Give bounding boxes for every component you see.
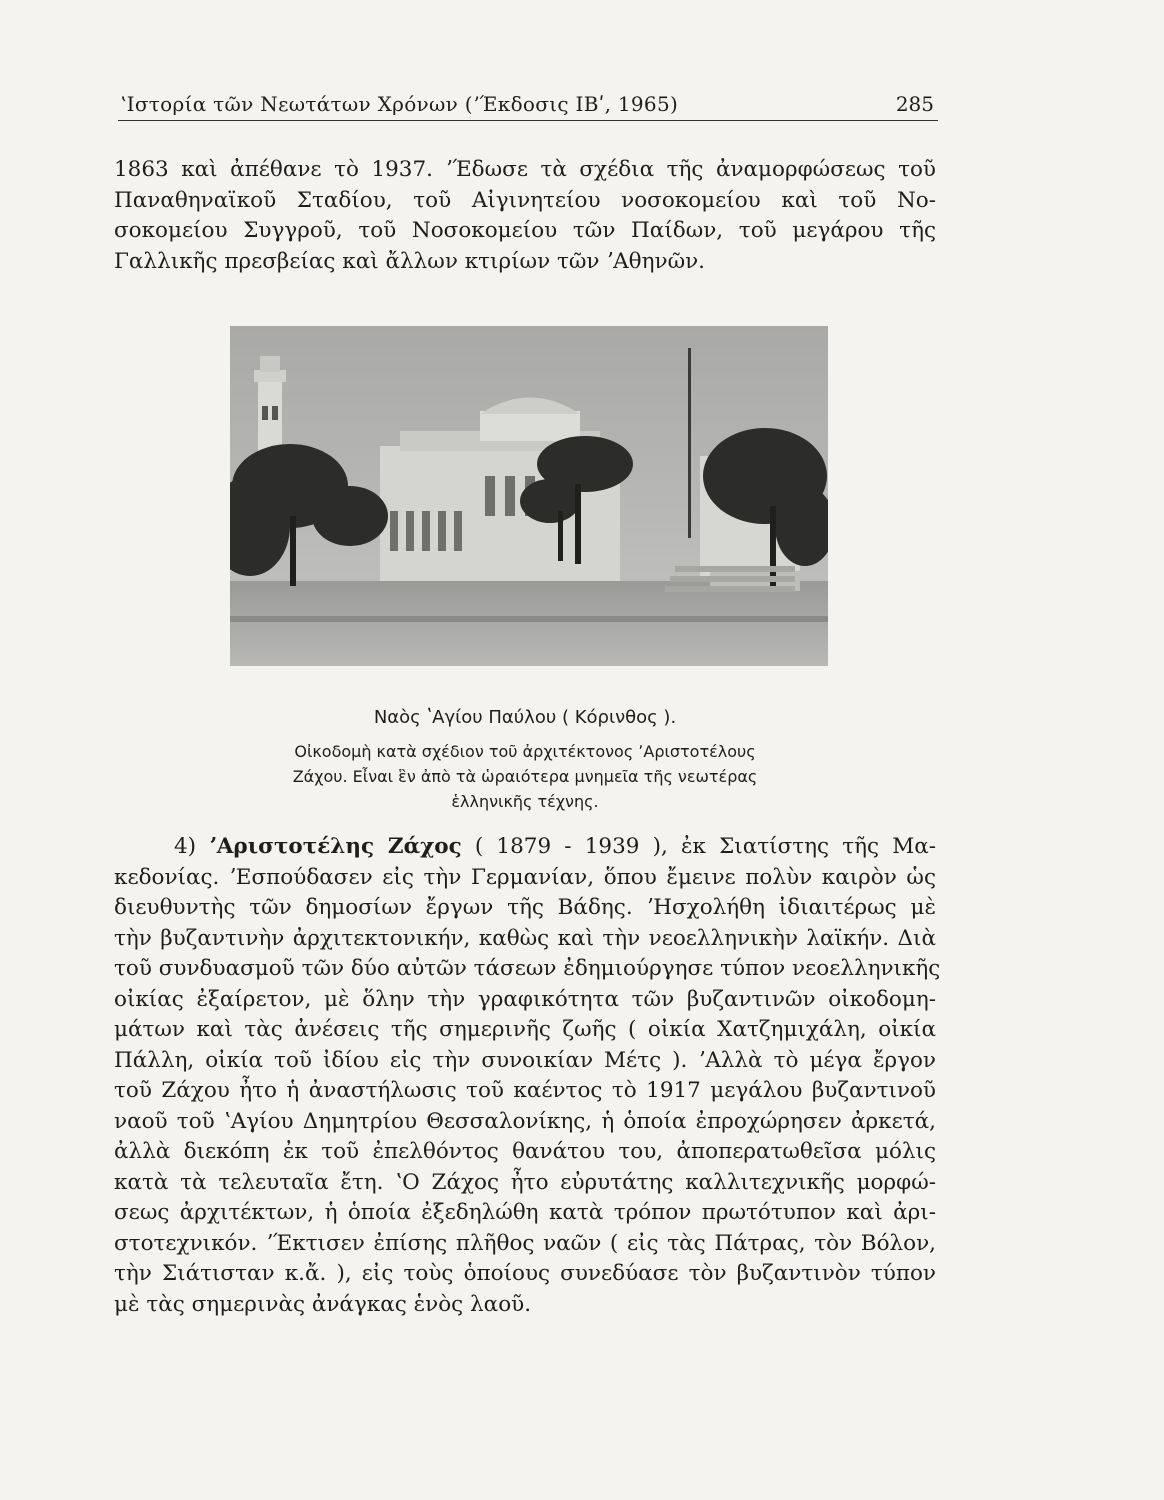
text-line: μὲ τὰς σημερινὰς ἀνάγκας ἑνὸς λαοῦ. <box>114 1291 532 1317</box>
section-first-line <box>114 832 936 863</box>
text-line: κατὰ τὰ τελευταῖα ἔτη. ʽΟ Ζάχος ἦτο εὐρυτάτης καλλιτεχνικῆς μορφώ- <box>114 1169 936 1195</box>
figure-caption <box>225 705 825 814</box>
caption-title: Ναὸς ʽΑγίου Παύλου ( Κόρινθος ). <box>373 707 677 728</box>
text-line: ναοῦ τοῦ ʽΑγίου Δημητρίου Θεσσαλονίκης, ἡ ὁποία ἐπροχώρησεν ἀρκετά, <box>114 1108 936 1134</box>
caption-line: ἑλληνικῆς τέχνης. <box>451 792 599 811</box>
text-line: τοῦ συνδυασμοῦ τῶν δύο αὐτῶν τάσεων ἐδημιούργησε τύπον νεοελληνικῆς <box>114 956 941 981</box>
running-title: ʽΙστορία τῶν Νεωτάτων Χρόνων (ʼΈκδοσις ΙΒʹ, 1965) <box>120 92 679 116</box>
text-line: σεως ἀρχιτέκτων, ἡ ὁποία ἐξεδηλώθη κατὰ τρόπον πρωτότυπον καὶ ἀρι- <box>114 1200 936 1225</box>
text-line: διευθυντὴς τῶν δημοσίων ἔργων τῆς Βάδης. ʼΗσχολήθη ἰδιαιτέρως μὲ <box>114 895 936 920</box>
photo-illustration <box>230 326 828 666</box>
text-line: τὴν βυζαντινὴν ἀρχιτεκτονικήν, καθὼς καὶ τὴν νεοελληνικὴν λαϊκήν. Διὰ <box>114 925 936 951</box>
text-line: 1863 καὶ ἀπέθανε τὸ 1937. ʼΈδωσε τὰ σχέδια τῆς ἀναμορφώσεως τοῦ <box>114 157 936 182</box>
section-heading-name: ʼΑριστοτέλης Ζάχος <box>209 834 462 859</box>
text-line: Πάλλη, οἰκία τοῦ ἰδίου εἰς τὴν συνοικίαν Μέτς ). ʼΑλλὰ τὸ μέγα ἔργον <box>114 1047 936 1073</box>
text-line: Παναθηναϊκοῦ Σταδίου, τοῦ Αἰγινητείου νοσοκομείου καὶ τοῦ Νο- <box>114 187 936 213</box>
text-line: στοτεχνικόν. ʼΈκτισεν ἐπίσης πλῆθος ναῶν ( εἰς τὰς Πάτρας, τὸν Βόλον, <box>114 1230 936 1256</box>
section-number: 4) <box>174 834 210 859</box>
intro-paragraph <box>114 155 936 277</box>
text-line: Γαλλικῆς πρεσβείας καὶ ἄλλων κτιρίων τῶν ʼΑθηνῶν. <box>114 248 706 274</box>
text-line: σοκομείου Συγγροῦ, τοῦ Νοσοκομείου τῶν Παίδων, τοῦ μεγάρου τῆς <box>114 218 936 243</box>
text-line: τὴν Σιάτισταν κ.ἄ. ), εἰς τοὺς ὁποίους συνεδύασε τὸν βυζαντινὸν τύπον <box>114 1261 936 1286</box>
church-photograph <box>230 326 828 666</box>
section-paragraph <box>114 832 941 1320</box>
caption-line: Ζάχου. Εἶναι ἓν ἀπὸ τὰ ὡραιότερα μνημεῖα τῆς νεωτέρας <box>292 767 758 786</box>
text-line: μάτων καὶ τὰς ἀνέσεις τῆς σημερινῆς ζωῆς ( οἰκία Χατζημιχάλη, οἰκία <box>114 1017 936 1042</box>
caption-line: Οἰκοδομὴ κατὰ σχέδιον τοῦ ἀρχιτέκτονος ʼΑριστοτέλους <box>294 742 756 761</box>
text-line: ἀλλὰ διεκόπη ἐκ τοῦ ἐπελθόντος θανάτου του, ἀποπερατωθεῖσα μόλις <box>114 1139 936 1164</box>
section-first-line-rest: ( 1879 - 1939 ), ἐκ Σιατίστης τῆς Μα- <box>461 834 936 859</box>
text-line: τοῦ Ζάχου ἦτο ἡ ἀναστήλωσις τοῦ καέντος τὸ 1917 μεγάλου βυζαντινοῦ <box>114 1078 936 1103</box>
text-line: κεδονίας. ʼΕσπούδασεν εἰς τὴν Γερμανίαν, ὅπου ἔμεινε πολὺν καιρὸν ὡς <box>114 864 936 890</box>
running-head <box>118 90 938 121</box>
text-line: οἰκίας ἐξαίρετον, μὲ ὅλην τὴν γραφικότητα τῶν βυζαντινῶν οἰκοδομη- <box>114 986 936 1012</box>
page-number: 285 <box>895 92 934 116</box>
caption-body <box>225 739 825 814</box>
